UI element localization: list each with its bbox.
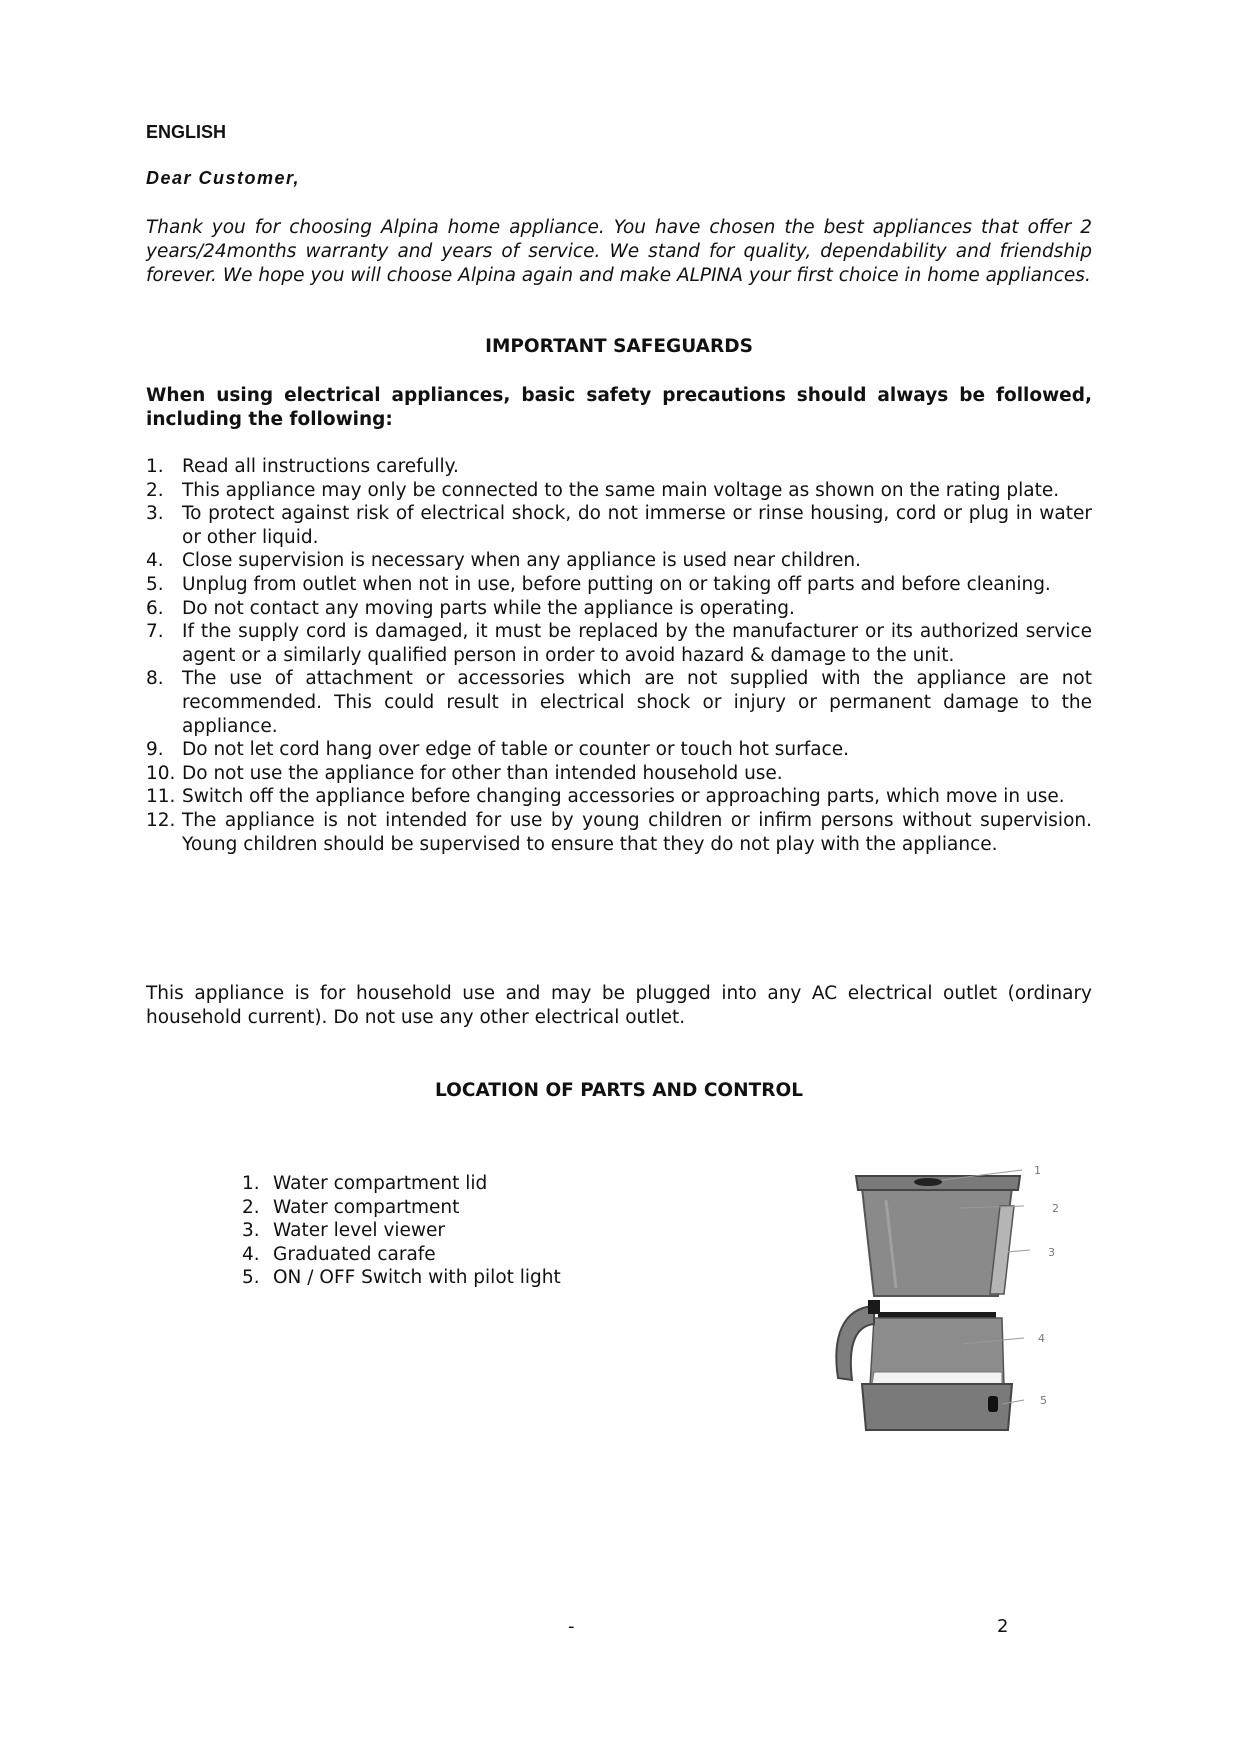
item-number: 12. [146,809,176,831]
item-number: 4. [242,1243,260,1265]
item-text: Do not let cord hang over edge of table or counter or touch hot surface. [182,739,849,761]
item-text: Read all instructions carefully. [182,456,459,477]
list-item [146,809,1092,856]
water-compartment [862,1188,1012,1296]
list-item [146,762,1092,786]
item-number: 2. [146,479,164,501]
list-item [242,1172,682,1196]
item-number: 1. [242,1173,260,1194]
item-text: Graduated carafe [273,1243,436,1265]
list-item [146,455,1092,479]
list-item [146,738,1092,762]
coffee-maker-illustration [812,1148,1090,1446]
list-item [146,597,1092,621]
on-off-switch [988,1396,998,1412]
item-text: Switch off the appliance before changing accessories or approaching parts, which move in use. [182,786,1065,808]
item-text: To protect against risk of electrical shock, do not immerse or rinse housing, cord or plug in water or other liquid. [182,503,1092,548]
list-item [146,667,1092,738]
item-text: The use of attachment or accessories which are not supplied with the appliance are not recommended. This could result in electrical shock or injury or permanent damage to the appliance. [182,668,1092,737]
footer-dash: - [568,1616,575,1637]
callout-1: 1 [1034,1164,1041,1177]
list-item [146,549,1092,573]
item-text: The appliance is not intended for use by young children or infirm persons without supervision. Young children should be supervised to ensure that they do not play with the appliance. [182,809,1092,855]
item-number: 4. [146,550,164,572]
item-number: 6. [146,597,164,619]
carafe-band [878,1312,996,1318]
callout-line-3 [1008,1250,1030,1252]
item-text: Do not contact any moving parts while the appliance is operating. [182,597,795,619]
list-item [146,785,1092,809]
list-item [146,573,1092,597]
safeguards-heading: IMPORTANT SAFEGUARDS [485,336,753,357]
parts-list [242,1172,682,1290]
safeguards-lead: When using electrical appliances, basic safety precautions should always be followed, including the following: [146,385,1092,430]
list-item [146,502,1092,549]
item-text: Water level viewer [273,1220,446,1241]
item-number: 3. [146,503,164,525]
list-item [242,1219,682,1243]
safeguards-list [146,455,1092,856]
item-number: 8. [146,668,164,690]
item-text: If the supply cord is damaged, it must be replaced by the manufacturer or its authorized service agent or a similarly qualified person in order to avoid hazard & damage to the unit. [182,621,1092,666]
greeting: Dear Customer, [146,168,301,188]
item-number: 3. [242,1220,260,1241]
item-number: 1. [146,456,164,477]
item-number: 9. [146,739,164,761]
list-item [242,1266,682,1290]
item-text: Close supervision is necessary when any appliance is used near children. [182,550,861,572]
lid-hole [914,1178,942,1186]
carafe-water [872,1372,1002,1384]
item-text: Do not use the appliance for other than intended household use. [182,762,783,784]
item-number: 5. [146,573,164,595]
list-item [146,620,1092,667]
item-text: ON / OFF Switch with pilot light [273,1267,561,1288]
item-number: 11. [146,786,176,808]
callout-3: 3 [1048,1246,1055,1259]
list-item [146,479,1092,503]
item-number: 10. [146,762,176,784]
language-heading: ENGLISH [146,122,227,142]
item-text: Water compartment lid [273,1173,488,1194]
list-item [242,1243,682,1267]
household-note: This appliance is for household use and may be plugged into any AC electrical outlet (ordinary household current). Do not use any other electrical outlet. [146,983,1092,1028]
intro-paragraph: Thank you for choosing Alpina home appliance. You have chosen the best appliances that offer 2 years/24months warranty and years of service. We stand for quality, dependability and friendship forever. We hope you will choose Alpina again and make ALPINA your first choice in home appliances. [146,217,1092,286]
item-number: 2. [242,1196,260,1218]
item-text: Water compartment [273,1196,460,1218]
item-number: 7. [146,621,164,643]
carafe-handle [836,1306,874,1380]
item-text: This appliance may only be connected to the same main voltage as shown on the rating plate. [182,479,1060,501]
handle-clip [868,1300,880,1314]
page-number: 2 [997,1616,1009,1637]
list-item [242,1196,682,1220]
item-text: Unplug from outlet when not in use, before putting on or taking off parts and before cleaning. [182,573,1051,595]
callout-5: 5 [1040,1394,1047,1407]
callout-4: 4 [1038,1332,1045,1345]
item-number: 5. [242,1267,260,1288]
parts-heading: LOCATION OF PARTS AND CONTROL [434,1080,803,1101]
callout-2: 2 [1052,1202,1059,1215]
